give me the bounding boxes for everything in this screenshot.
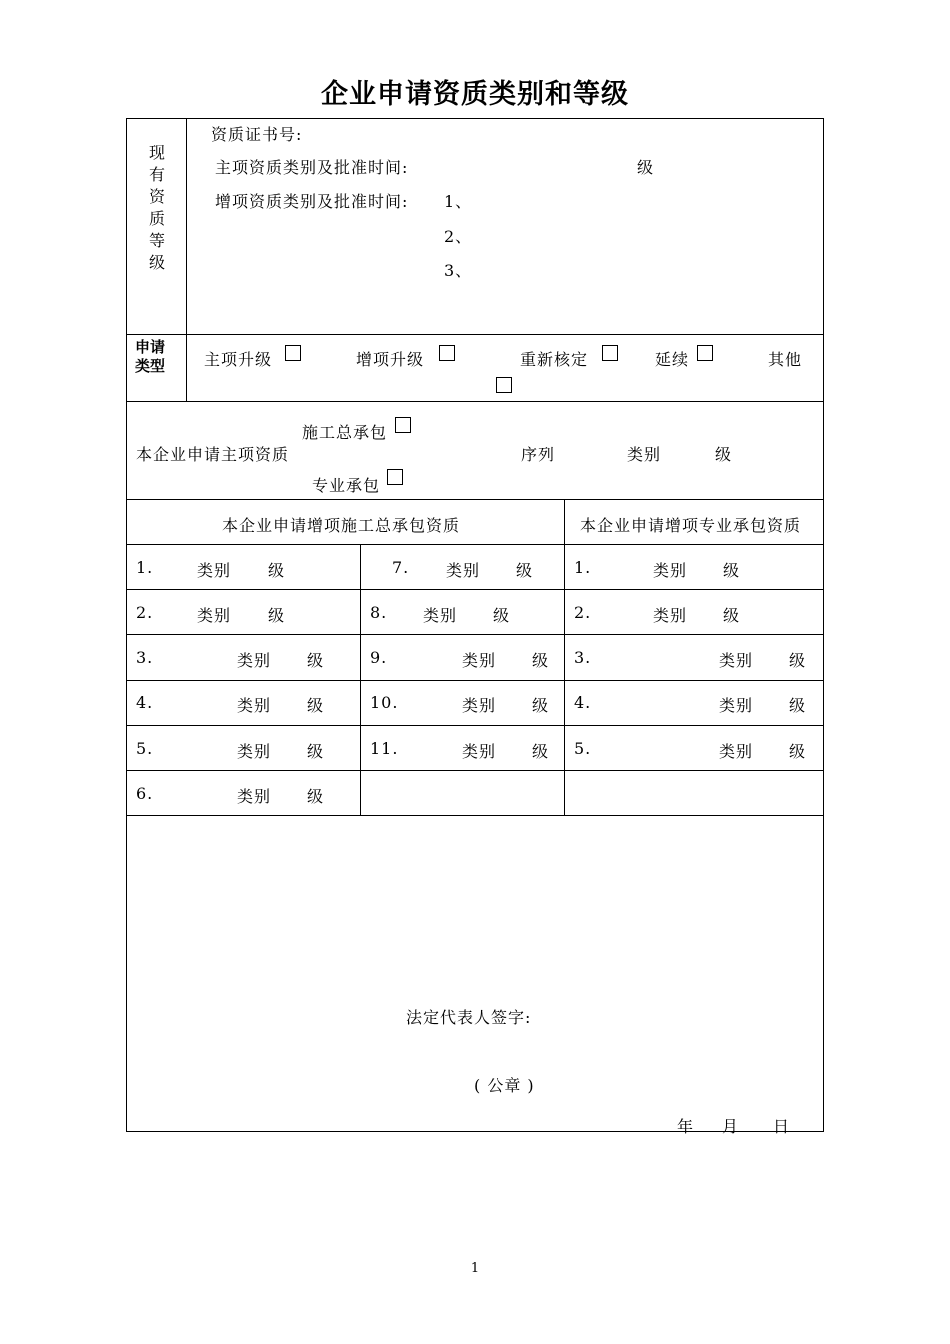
entry-number: 9. bbox=[370, 648, 388, 667]
level-label: 级 bbox=[532, 696, 550, 715]
level-label: 级 bbox=[307, 696, 325, 715]
entry-number: 2. bbox=[136, 603, 154, 622]
category-label: 类别 bbox=[446, 561, 481, 580]
level-label: 级 bbox=[789, 651, 807, 670]
date-month-label: 月 bbox=[722, 1117, 740, 1136]
level-label: 级 bbox=[789, 742, 807, 761]
entry-number: 6. bbox=[136, 784, 154, 803]
legal-representative-signature[interactable]: 法定代表人签字: bbox=[406, 1008, 532, 1027]
option-reassess-label: 重新核定 bbox=[520, 350, 589, 369]
main-level-label: 级 bbox=[637, 158, 655, 177]
category-label: 类别 bbox=[423, 606, 458, 625]
option-other-checkbox[interactable] bbox=[496, 377, 512, 393]
current-qualification-label bbox=[147, 142, 167, 274]
cert-number-field[interactable]: 资质证书号: bbox=[211, 125, 303, 144]
label-char: 类型 bbox=[135, 357, 166, 375]
date-year-label: 年 bbox=[677, 1117, 695, 1136]
option-other-label: 其他 bbox=[768, 350, 803, 369]
entry-number: 1. bbox=[136, 558, 154, 577]
divider bbox=[126, 815, 824, 816]
added-item-field[interactable]: 增项资质类别及批准时间: bbox=[215, 192, 409, 211]
divider bbox=[126, 589, 824, 590]
entry-number: 8. bbox=[370, 603, 388, 622]
option-added-upgrade-label: 增项升级 bbox=[356, 350, 425, 369]
page-title: 企业申请资质类别和等级 bbox=[321, 79, 629, 110]
official-seal-label: ( 公章 ) bbox=[474, 1076, 535, 1095]
added-entry-3[interactable]: 3、 bbox=[444, 261, 473, 280]
entry-number: 4. bbox=[574, 693, 592, 712]
category-label: 类别 bbox=[237, 651, 272, 670]
level-label: 级 bbox=[723, 606, 741, 625]
divider bbox=[126, 544, 824, 545]
category-label: 类别 bbox=[462, 696, 497, 715]
entry-number: 1. bbox=[574, 558, 592, 577]
general-contract-label: 施工总承包 bbox=[302, 423, 388, 442]
category-label: 类别 bbox=[237, 742, 272, 761]
entry-number: 3. bbox=[136, 648, 154, 667]
added-general-header: 本企业申请增项施工总承包资质 bbox=[222, 516, 461, 535]
divider bbox=[126, 499, 824, 500]
category-label: 类别 bbox=[237, 696, 272, 715]
option-added-upgrade-checkbox[interactable] bbox=[439, 345, 455, 361]
entry-number: 5. bbox=[574, 739, 592, 758]
added-special-header: 本企业申请增项专业承包资质 bbox=[580, 516, 802, 535]
category-label: 类别 bbox=[627, 445, 662, 464]
option-main-upgrade-checkbox[interactable] bbox=[285, 345, 301, 361]
added-entry-1[interactable]: 1、 bbox=[444, 192, 473, 211]
entry-number: 2. bbox=[574, 603, 592, 622]
entry-number: 5. bbox=[136, 739, 154, 758]
level-label: 级 bbox=[532, 651, 550, 670]
main-apply-label: 本企业申请主项资质 bbox=[136, 445, 290, 464]
label-char: 有 bbox=[148, 165, 165, 184]
category-label: 类别 bbox=[719, 651, 754, 670]
level-label: 级 bbox=[307, 787, 325, 806]
divider bbox=[360, 544, 361, 815]
label-char: 现 bbox=[148, 143, 165, 162]
option-extend-checkbox[interactable] bbox=[697, 345, 713, 361]
label-char: 等 bbox=[148, 231, 165, 250]
divider bbox=[186, 118, 187, 401]
level-label: 级 bbox=[307, 651, 325, 670]
entry-number: 3. bbox=[574, 648, 592, 667]
category-label: 类别 bbox=[197, 606, 232, 625]
special-contract-label: 专业承包 bbox=[312, 476, 381, 495]
added-entry-2[interactable]: 2、 bbox=[444, 227, 473, 246]
level-label: 级 bbox=[307, 742, 325, 761]
apply-type-label bbox=[135, 338, 175, 376]
category-label: 类别 bbox=[237, 787, 272, 806]
general-contract-checkbox[interactable] bbox=[395, 417, 411, 433]
category-label: 类别 bbox=[719, 696, 754, 715]
level-label: 级 bbox=[516, 561, 534, 580]
category-label: 类别 bbox=[653, 561, 688, 580]
entry-number: 11. bbox=[370, 739, 399, 758]
category-label: 类别 bbox=[462, 651, 497, 670]
divider bbox=[126, 680, 824, 681]
level-label: 级 bbox=[493, 606, 511, 625]
date-day-label: 日 bbox=[773, 1117, 791, 1136]
category-label: 类别 bbox=[197, 561, 232, 580]
divider bbox=[126, 634, 824, 635]
label-char: 质 bbox=[148, 209, 165, 228]
option-reassess-checkbox[interactable] bbox=[602, 345, 618, 361]
special-contract-checkbox[interactable] bbox=[387, 469, 403, 485]
level-label: 级 bbox=[268, 606, 286, 625]
category-label: 类别 bbox=[653, 606, 688, 625]
level-label: 级 bbox=[268, 561, 286, 580]
divider bbox=[126, 334, 824, 335]
label-char: 资 bbox=[148, 187, 165, 206]
divider bbox=[564, 499, 565, 815]
category-label: 类别 bbox=[462, 742, 497, 761]
entry-number: 4. bbox=[136, 693, 154, 712]
level-label: 级 bbox=[715, 445, 733, 464]
sequence-label: 序列 bbox=[521, 445, 556, 464]
label-char: 申请 bbox=[135, 338, 166, 356]
level-label: 级 bbox=[789, 696, 807, 715]
option-extend-label: 延续 bbox=[655, 350, 690, 369]
main-item-field[interactable]: 主项资质类别及批准时间: bbox=[215, 158, 409, 177]
divider bbox=[126, 725, 824, 726]
level-label: 级 bbox=[723, 561, 741, 580]
entry-number: 7. bbox=[392, 558, 410, 577]
divider bbox=[126, 770, 824, 771]
page-number: 1 bbox=[470, 1261, 480, 1276]
entry-number: 10. bbox=[370, 693, 399, 712]
label-char: 级 bbox=[148, 253, 165, 272]
category-label: 类别 bbox=[719, 742, 754, 761]
divider bbox=[126, 401, 824, 402]
level-label: 级 bbox=[532, 742, 550, 761]
option-main-upgrade-label: 主项升级 bbox=[204, 350, 273, 369]
